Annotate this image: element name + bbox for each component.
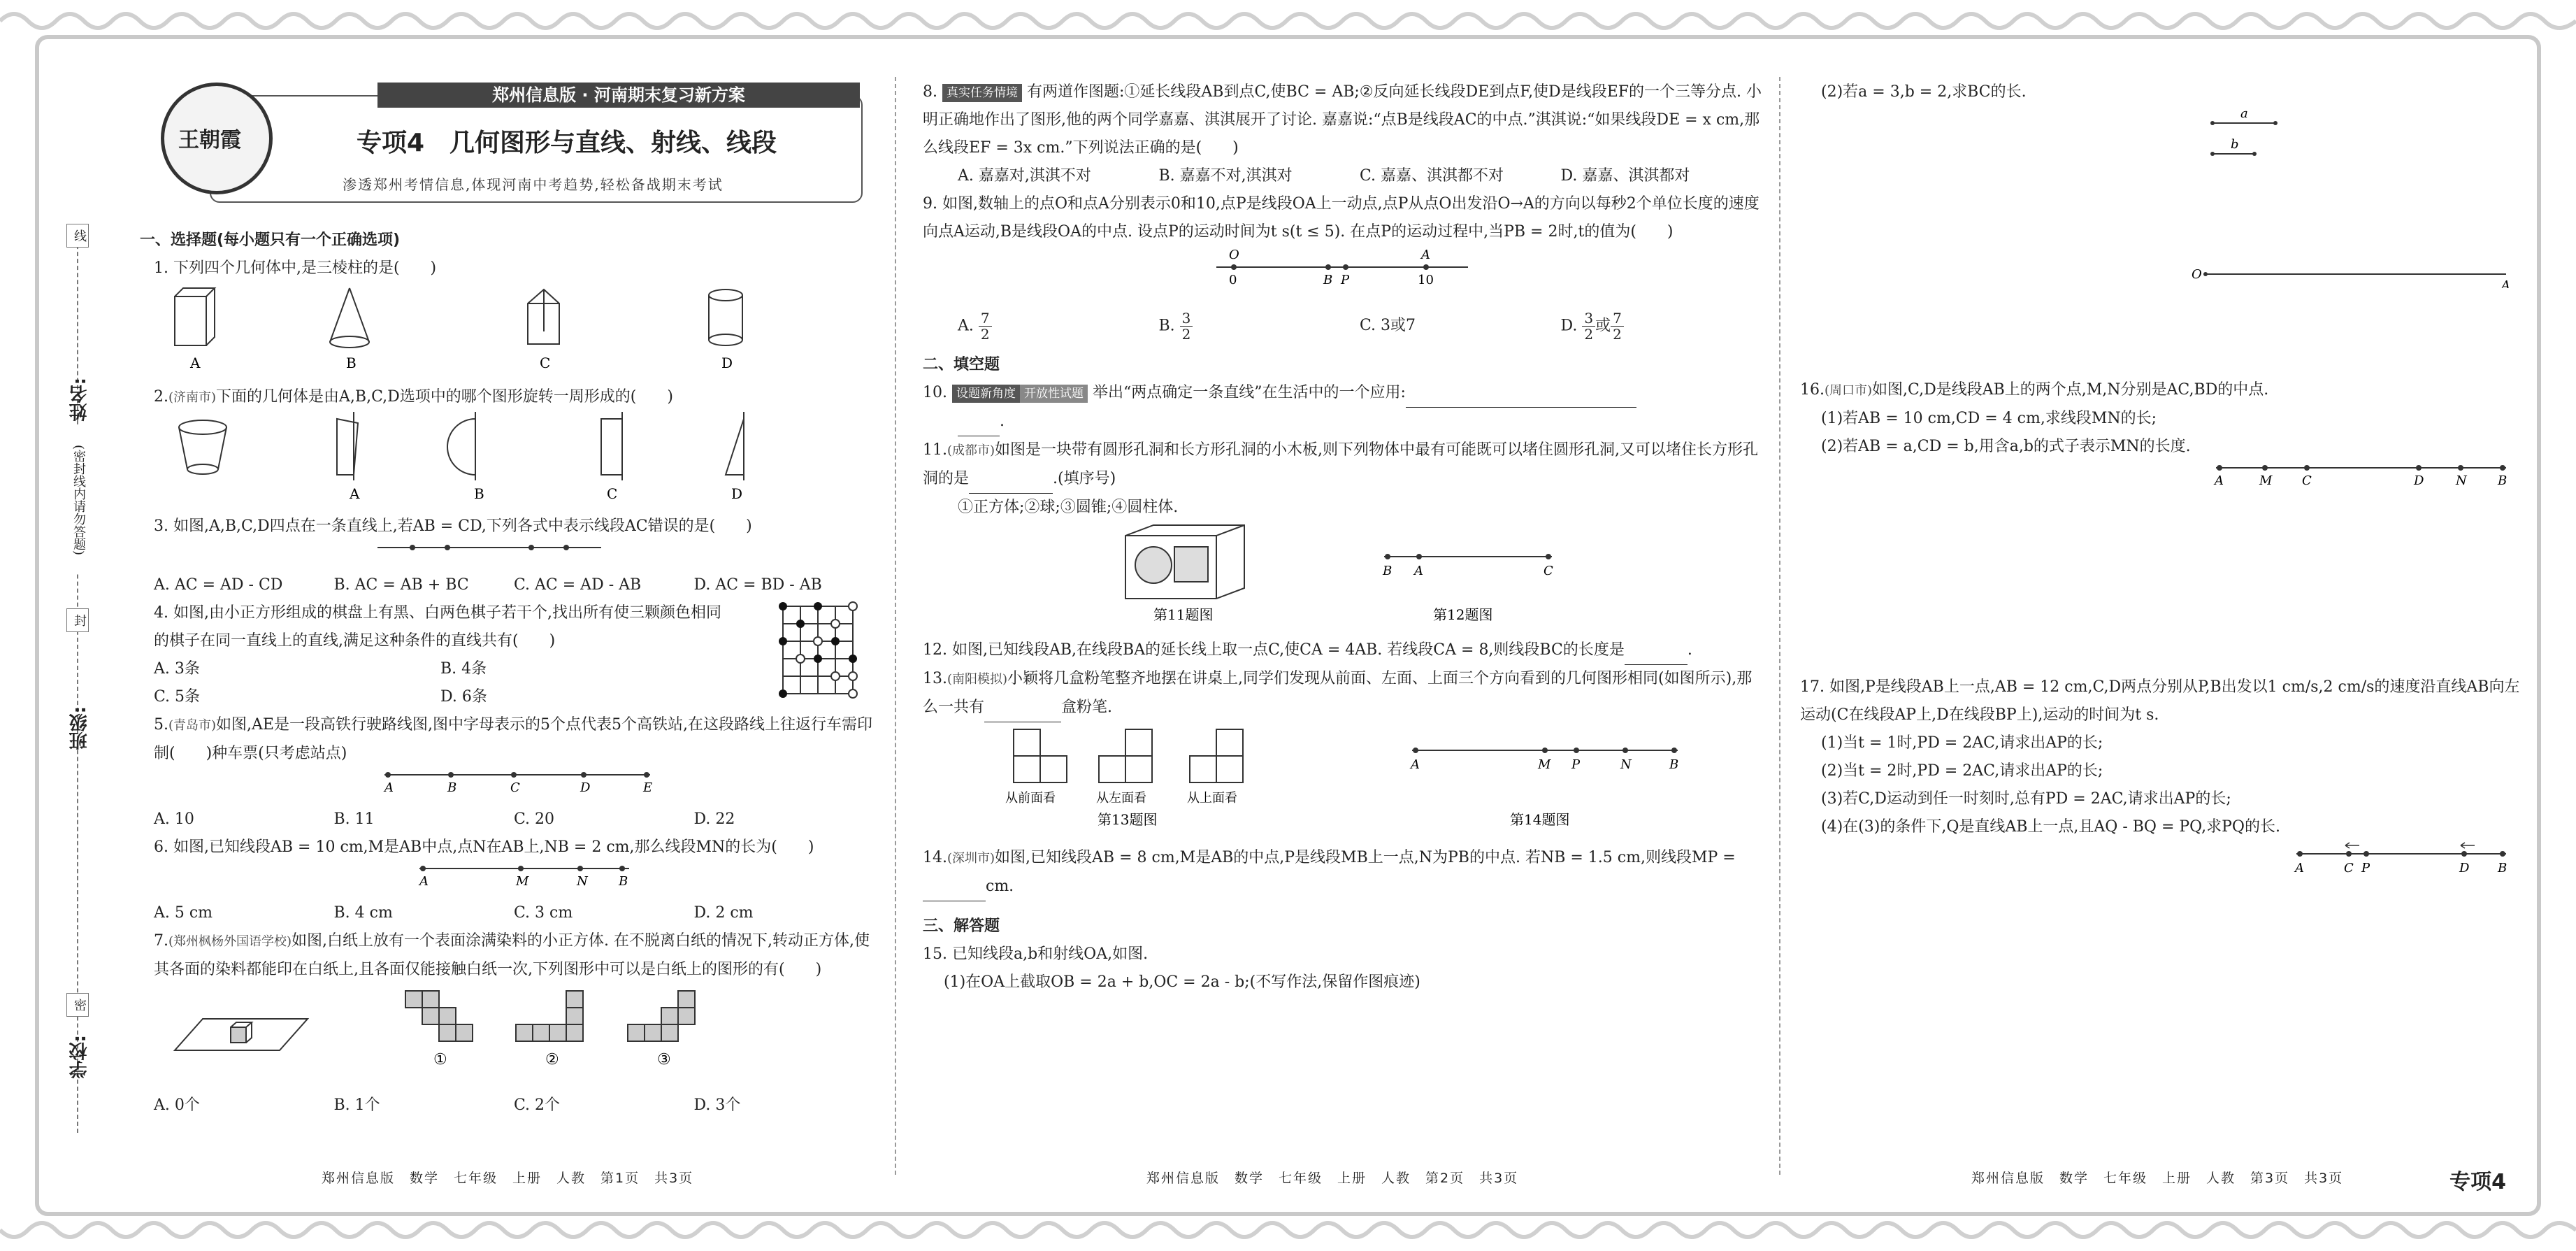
question-2: 2.(济南市)下面的几何体是由A,B,C,D选项中的哪个图形旋转一周形成的( ) [154, 388, 673, 406]
q2-label-a: A [350, 485, 360, 502]
school-label: 学校: [69, 1035, 90, 1079]
q1-label-d: D [721, 355, 733, 371]
question-15-part-1: (1)在OA上截取OB = 2a + b,OC = 2a - b;(不写作法,保留作图痕迹) [944, 973, 1420, 991]
trapezoid-axis-icon [337, 412, 358, 480]
question-1: 1. 下列四个几何体中,是三棱柱的是( ) [154, 259, 437, 277]
spacer [1800, 298, 2520, 376]
section-solve: 三、解答题 [923, 917, 1000, 935]
option-b[interactable]: B. AC = AB + BC [333, 576, 469, 594]
svg-text:B: B [447, 780, 457, 795]
arrow-left-icon [2345, 843, 2359, 848]
question-9: 9. 如图,数轴上的点O和点A分别表示0和10,点P是线段OA上一动点,点P从点O出发沿O→A的方向以每秒2个单位长度的速度向点A运动,B是线段OA的中点. 设点P的运动时间为t s(t ≤ 5). 在点P的运动过程中,当PB = 2时,t的值为( ) [923, 195, 1760, 241]
logo [161, 83, 273, 194]
option-b[interactable]: B. $\frac{3}{2}$ [1159, 310, 1360, 342]
q15-figure [1800, 106, 2520, 288]
option-b[interactable]: B. 1个 [333, 1096, 380, 1114]
q9-number-line [923, 246, 1762, 295]
option-b[interactable]: B. 11 [333, 810, 375, 828]
question-5: 5.(青岛市)如图,AE是一段高铁行驶路线图,图中字母表示的5个点代表5个高铁站,在这段路线上往返行车需印制( )种车票(只考虑站点) [154, 716, 872, 762]
svg-text:M: M [1538, 757, 1551, 772]
rectangle-axis-icon [601, 412, 622, 480]
question-12: 12. 如图,已知线段AB,在线段BA的延长线上取一点C,使CA = 4AB. 若线段CA = 8,则线段BC的长度是 . [923, 636, 1762, 665]
q5-number-line [140, 768, 839, 796]
question-15: 15. 已知线段a,b和射线OA,如图. [923, 945, 1149, 963]
question-2-source: (济南市) [168, 390, 217, 405]
question-16-part-2: (2)若AB = a,CD = b,用含a,b的式子表示MN的长度. [1821, 438, 2191, 455]
q1-label-a: A [190, 355, 201, 371]
page-title: 专项4 几何图形与直线、射线、线段 [357, 129, 777, 157]
question-17-part-4: (4)在(3)的条件下,Q是直线AB上一点,且AQ - BQ = PQ,求PQ的长. [1821, 818, 2280, 836]
q2-label-c: C [607, 485, 618, 502]
question-4-options-2 [140, 683, 727, 711]
seal-mark-secret: 密 [66, 993, 89, 1017]
q7-figure [140, 984, 839, 1082]
answer-blank[interactable] [923, 873, 986, 901]
decorative-wave-bottom [0, 1219, 2576, 1251]
q1-label-c: C [540, 355, 551, 371]
svg-text:B: B [2498, 473, 2507, 488]
option-b[interactable]: B. 4条 [440, 660, 487, 678]
option-c[interactable]: C. 3 cm [514, 904, 573, 922]
front-view-icon [1014, 729, 1067, 782]
question-13: 13.(南阳模拟)小颖将几盒粉笔整齐地摆在讲桌上,同学们发现从前面、左面、上面三个方向看到的几何图形相同(如图所示),那么一共有 盒粉笔. [923, 665, 1762, 722]
question-8: 8. 真实任务情境 有两道作图题:①延长线段AB到点C,使BC = AB;②反向延长线段DE到点F,使D是线段EF的一个三等分点. 小明正确地作出了图形,他的两个同学嘉嘉、淇淇展开了讨论. 嘉嘉说:“点B是线段AC的中点.”淇淇说:“如果线段DE = x cm,那么线段EF = 3x cm.”下列说法正确的是( ) [923, 83, 1762, 157]
option-a[interactable]: A. 3条 [154, 660, 200, 678]
svg-text:N: N [577, 874, 588, 889]
paper-cube-icon [175, 1019, 308, 1050]
svg-text:P: P [1341, 273, 1350, 287]
question-11-source: (成都市) [947, 443, 995, 458]
question-11-options: ①正方体;②球;③圆锥;④圆柱体. [958, 499, 1179, 516]
question-6-options [140, 899, 874, 927]
q1-figure [140, 283, 839, 373]
question-14-source: (深圳市) [947, 851, 995, 866]
tag-real-task: 真实任务情境 [942, 84, 1022, 102]
section-choice: 一、选择题(每小题只有一个正确选项) [140, 231, 401, 249]
column-2 [923, 78, 1762, 996]
name-label: 姓名: [69, 378, 90, 422]
option-c[interactable]: C. 2个 [514, 1096, 561, 1114]
svg-text:M: M [2259, 473, 2273, 488]
answer-blank[interactable] [1625, 636, 1688, 665]
arrow-left-icon [2461, 843, 2475, 848]
option-d[interactable]: D. 6条 [440, 688, 487, 706]
svg-text:B: B [619, 874, 628, 889]
answer-blank[interactable] [969, 465, 1053, 494]
spacer [1800, 499, 2520, 673]
section-fill: 二、填空题 [923, 356, 1000, 373]
column-divider [1779, 77, 1780, 1175]
column-1 [140, 222, 874, 1120]
svg-text:D: D [2459, 861, 2470, 875]
option-a[interactable]: A. 5 cm [154, 904, 213, 922]
svg-text:C: C [510, 780, 520, 795]
q6-number-line [140, 862, 839, 889]
net-2-icon [516, 991, 583, 1041]
answer-blank[interactable] [1406, 379, 1636, 408]
seal-note: (密封线内请勿答题) [66, 427, 87, 573]
q2-label-d: D [731, 485, 743, 502]
net-3-icon [628, 991, 695, 1041]
svg-text:A: A [2215, 473, 2224, 488]
question-17-part-2: (2)当t = 2时,PD = 2AC,请求出AP的长; [1821, 762, 2103, 780]
question-10: 10. 设题新角度 开放性试题 举出“两点确定一条直线”在生活中的一个应用: [923, 379, 1762, 408]
question-7-options [140, 1092, 874, 1120]
question-14: 14.(深圳市)如图,已知线段AB = 8 cm,M是AB的中点,P是线段MB上一点,N为PB的中点. 若NB = 1.5 cm,则线段MP = cm. [923, 844, 1762, 901]
left-view-icon [1099, 729, 1152, 782]
svg-text:A: A [2501, 278, 2510, 288]
svg-text:B: B [1669, 757, 1679, 772]
option-d[interactable]: D. 3个 [693, 1096, 741, 1114]
answer-blank[interactable] [984, 694, 1061, 722]
question-17-part-3: (3)若C,D运动到任一时刻时,总有PD = 2AC,请求出AP的长; [1821, 790, 2231, 808]
triangle-axis-icon [726, 412, 744, 480]
seal-mark-line: 线 [66, 224, 89, 248]
question-16: 16.(周口市)如图,C,D是线段AB上的两个点,M,N分别是AC,BD的中点. [1800, 381, 2269, 399]
option-b[interactable]: B. 嘉嘉不对,淇淇对 [1158, 167, 1293, 185]
svg-text:C: C [2302, 473, 2312, 488]
column-divider [895, 77, 896, 1175]
question-6: 6. 如图,已知线段AB = 10 cm,M是AB中点,点N在AB上,NB = 2 cm,那么线段MN的长为( ) [154, 838, 814, 856]
question-4: 4. 如图,由小正方形组成的棋盘上有黑、白两色棋子若干个,找出所有使三颗颜色相同的棋子在同一直线上的直线,满足这种条件的直线共有( ) [154, 604, 721, 650]
top-view-icon [1190, 729, 1243, 782]
svg-text:b: b [2231, 137, 2239, 152]
svg-text:B: B [1383, 564, 1393, 578]
svg-text:B: B [2498, 861, 2507, 875]
svg-text:N: N [2456, 473, 2467, 488]
svg-text:C: C [2344, 861, 2354, 875]
q13-q14-figures [923, 722, 1762, 834]
frustum-icon [179, 420, 226, 474]
q17-number-line [1800, 841, 2520, 876]
header [161, 83, 860, 214]
svg-text:E: E [643, 780, 653, 795]
svg-text:A: A [1421, 248, 1430, 262]
figure-11-caption: 第11题图 [1153, 606, 1214, 623]
topic-corner-label: 专项4 [2449, 1170, 2506, 1194]
option-c[interactable]: C. 20 [514, 810, 555, 828]
net-label-2: ② [545, 1051, 559, 1068]
svg-text:C: C [1544, 564, 1553, 578]
question-10-cont: . [923, 408, 1762, 436]
board-with-holes-icon [1125, 525, 1244, 599]
class-label: 班级: [69, 706, 90, 750]
question-9-options [923, 305, 1762, 347]
svg-text:N: N [1620, 757, 1632, 772]
option-a[interactable]: A. AC = AD - CD [154, 576, 283, 594]
q1-label-b: B [346, 355, 357, 371]
decorative-wave-top [0, 0, 2576, 32]
svg-text:D: D [2414, 473, 2424, 488]
svg-text:A: A [1414, 564, 1423, 578]
question-13-source: (南阳模拟) [947, 672, 1008, 687]
option-c[interactable]: C. 嘉嘉、淇淇都不对 [1360, 167, 1504, 185]
question-8-options [923, 162, 1762, 190]
question-5-options [140, 806, 874, 834]
question-5-source: (青岛市) [168, 718, 217, 733]
question-7: 7.(郑州枫杨外国语学校)如图,白纸上放有一个表面涂满染料的小正方体. 在不脱离白纸的情况下,转动正方体,使其各面的染料都能印在白纸上,且各面仅能接触白纸一次,下列图形中可以是白纸上的图形的有( ) [154, 932, 870, 978]
svg-text:A: A [419, 874, 429, 889]
tag-new-angle: 设题新角度 [952, 385, 1020, 403]
svg-text:P: P [2361, 861, 2370, 875]
figure-13-caption: 第13题图 [1098, 811, 1158, 828]
question-7-source: (郑州枫杨外国语学校) [168, 934, 292, 949]
triangular-prism-icon [528, 289, 559, 344]
question-11: 11.(成都市)如图是一块带有圆形孔洞和长方形孔洞的小木板,则下列物体中最有可能既可以堵住圆形孔洞,又可以堵住长方形孔洞的是 .(填序号) [923, 436, 1762, 494]
option-c[interactable]: C. 5条 [154, 688, 201, 706]
figure-14-caption: 第14题图 [1510, 811, 1570, 828]
q11-q12-figures [923, 522, 1762, 627]
chessboard-figure [776, 599, 860, 704]
svg-text:M: M [516, 874, 529, 889]
svg-text:0: 0 [1229, 273, 1237, 287]
prism-icon [175, 288, 215, 345]
question-17: 17. 如图,P是线段AB上一点,AB = 12 cm,C,D两点分别从P,B出发以1 cm/s,2 cm/s的速度沿直线AB向左运动(C在线段AP上,D在线段BP上),运动的时间为t s. [1800, 678, 2520, 724]
option-c[interactable]: C. 3或7 [1360, 317, 1416, 334]
question-3-options [140, 571, 874, 599]
net-label-3: ③ [657, 1051, 671, 1068]
net-label-1: ① [433, 1051, 447, 1068]
q2-label-b: B [474, 485, 484, 502]
question-15-part-2: (2)若a = 3,b = 2,求BC的长. [1821, 83, 2027, 101]
page-1-footer: 郑州信息版 数学 七年级 上册 人教 第1页 共3页 [322, 1171, 694, 1186]
option-d[interactable]: D. 22 [693, 810, 735, 828]
page-2-footer: 郑州信息版 数学 七年级 上册 人教 第2页 共3页 [1146, 1171, 1519, 1186]
option-a[interactable]: A. 嘉嘉对,淇淇不对 [958, 167, 1091, 185]
svg-text:A: A [2295, 861, 2304, 875]
svg-text:O: O [2192, 267, 2202, 282]
svg-text:10: 10 [1418, 273, 1434, 287]
option-a[interactable]: A. 10 [154, 810, 194, 828]
q3-number-line [140, 541, 839, 562]
option-d[interactable]: D. AC = BD - AB [693, 576, 822, 594]
figure-12-caption: 第12题图 [1433, 606, 1493, 623]
question-4-block [140, 599, 874, 711]
question-4-options-1 [140, 655, 727, 683]
question-17-part-1: (1)当t = 1时,PD = 2AC,请求出AP的长; [1821, 734, 2103, 752]
semicircle-axis-icon [447, 412, 475, 480]
svg-text:P: P [1571, 757, 1581, 772]
svg-text:a: a [2240, 106, 2248, 121]
header-banner: 郑州信息版 · 河南期末复习新方案 [377, 83, 860, 108]
cylinder-icon [709, 289, 742, 345]
svg-text:A: A [1411, 757, 1420, 772]
option-d[interactable]: D. 2 cm [693, 904, 754, 922]
svg-text:B: B [1323, 273, 1333, 287]
question-16-source: (周口市) [1825, 383, 1873, 398]
option-b[interactable]: B. 4 cm [333, 904, 393, 922]
svg-text:D: D [580, 780, 591, 795]
column-3 [1800, 78, 2520, 886]
q16-number-line [1800, 461, 2520, 489]
cone-icon [330, 288, 369, 348]
svg-text:从左面看: 从左面看 [1096, 791, 1146, 806]
page-3-footer: 郑州信息版 数学 七年级 上册 人教 第3页 共3页 [1971, 1171, 2344, 1186]
net-1-icon [405, 991, 473, 1041]
answer-blank[interactable] [958, 408, 1000, 436]
seal-mark-seal: 封 [66, 608, 89, 632]
option-d[interactable]: D. 嘉嘉、淇淇都对 [1560, 167, 1690, 185]
svg-text:从前面看: 从前面看 [1005, 791, 1056, 806]
q2-figure [140, 412, 839, 503]
svg-text:从上面看: 从上面看 [1187, 791, 1237, 806]
svg-text:A: A [384, 780, 394, 795]
svg-text:O: O [1229, 248, 1239, 262]
question-3: 3. 如图,A,B,C,D四点在一条直线上,若AB = CD,下列各式中表示线段AC错误的是( ) [154, 517, 752, 535]
option-a[interactable]: A. $\frac{7}{2}$ [958, 310, 1159, 342]
option-d[interactable]: D. $\frac{3}{2}$ 或 $\frac{7}{2}$ [1561, 310, 1762, 342]
tag-open-question: 开放性试题 [1020, 385, 1088, 403]
option-c[interactable]: C. AC = AD - AB [514, 576, 642, 594]
page-subtitle: 渗透郑州考情信息,体现河南中考趋势,轻松备战期末考试 [343, 176, 724, 193]
option-a[interactable]: A. 0个 [154, 1096, 200, 1114]
logo-text: 王朝霞 [178, 128, 241, 152]
question-16-part-1: (1)若AB = 10 cm,CD = 4 cm,求线段MN的长; [1821, 410, 2157, 427]
